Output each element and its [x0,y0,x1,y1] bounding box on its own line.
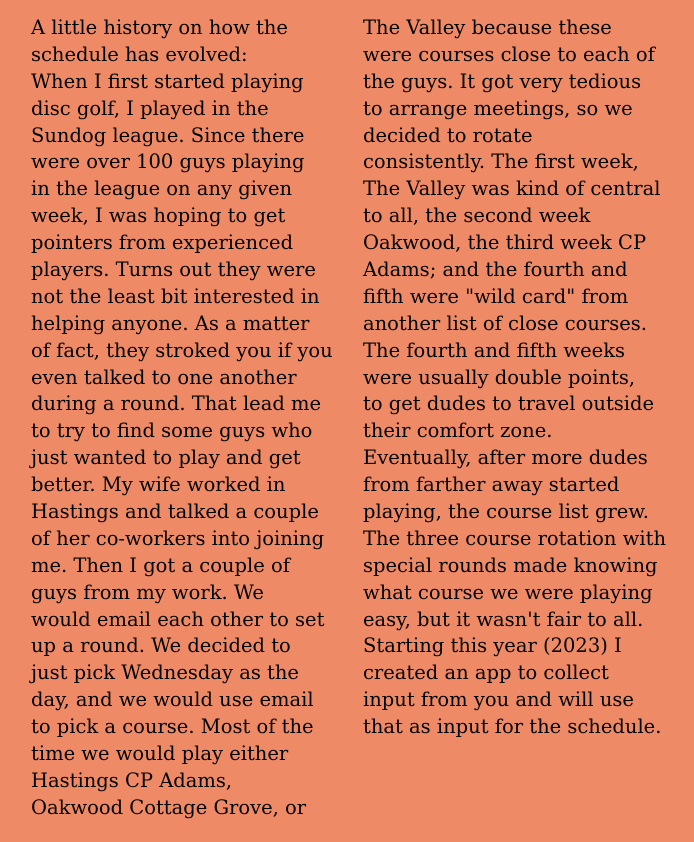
text-line: Sundog league. Since there [31,123,305,147]
text-line: The Valley was kind of central [363,177,661,201]
text-line: up a round. We decided to [31,634,291,658]
text-line: When I first started playing [31,69,304,93]
text-line: decided to rotate [363,123,533,147]
text-line: of fact, they stroked you if you [31,338,333,362]
text-line: Oakwood Cottage Grove, or [31,795,307,819]
text-line: playing, the course list grew. [363,500,649,524]
text-line: not the least bit interested in [31,284,320,308]
text-line: created an app to collect [363,661,609,685]
text-line: were over 100 guys playing [31,150,305,174]
text-line: fifth were "wild card" from [363,284,629,308]
text-line: were usually double points, [363,365,636,389]
text-line: me. Then I got a couple of [31,553,290,577]
text-line: The fourth and fifth weeks [363,338,626,362]
text-line: just wanted to play and get [31,446,301,470]
text-line: Eventually, after more dudes [363,446,648,470]
text-line: even talked to one another [31,365,297,389]
text-line: helping anyone. As a matter [31,311,310,335]
text-line: Hastings CP Adams, [31,768,233,792]
text-line: from farther away started [363,473,620,497]
text-line: players. Turns out they were [31,258,316,282]
text-line: consistently. The first week, [363,150,639,174]
text-line: to get dudes to travel outside [363,392,655,416]
text-line: Starting this year (2023) I [363,634,622,658]
text-line: just pick Wednesday as the [31,661,299,685]
text-line: time we would play either [31,742,289,766]
text-line: Oakwood, the third week CP [363,231,647,255]
text-line: another list of close courses. [363,311,647,335]
text-line: disc golf, I played in the [31,96,269,120]
text-line: to arrange meetings, so we [363,96,633,120]
text-line: guys from my work. We [31,580,264,604]
text-line: to pick a course. Most of the [31,715,314,739]
text-line: Adams; and the fourth and [363,258,628,282]
text-line: easy, but it wasn't fair to all. [363,607,644,631]
text-line: that as input for the schedule. [363,715,662,739]
text-line: day, and we would use email [31,688,314,712]
text-line: would email each other to set [31,607,325,631]
text-line: better. My wife worked in [31,473,286,497]
text-line: to all, the second week [363,204,591,228]
text-line: the guys. It got very tedious [363,69,642,93]
text-line: of her co-workers into joining [31,526,325,550]
left-text-column [31,15,356,822]
text-line: schedule has evolved: [31,42,248,66]
text-line: The three course rotation with [363,526,667,550]
text-line: week, I was hoping to get [31,204,286,228]
text-line: A little history on how the [31,16,288,39]
right-text-column [363,15,688,741]
text-line: were courses close to each of [363,42,655,66]
text-line: during a round. That lead me [31,392,322,416]
text-line: The Valley because these [363,16,612,39]
text-line: their comfort zone. [363,419,553,443]
text-line: Hastings and talked a couple [31,500,319,524]
text-line: in the league on any given [31,177,293,201]
text-line: special rounds made knowing [363,553,658,577]
text-line: pointers from experienced [31,231,294,255]
text-line: input from you and will use [363,688,634,712]
text-line: what course we were playing [363,580,653,604]
text-line: to try to find some guys who [31,419,313,443]
